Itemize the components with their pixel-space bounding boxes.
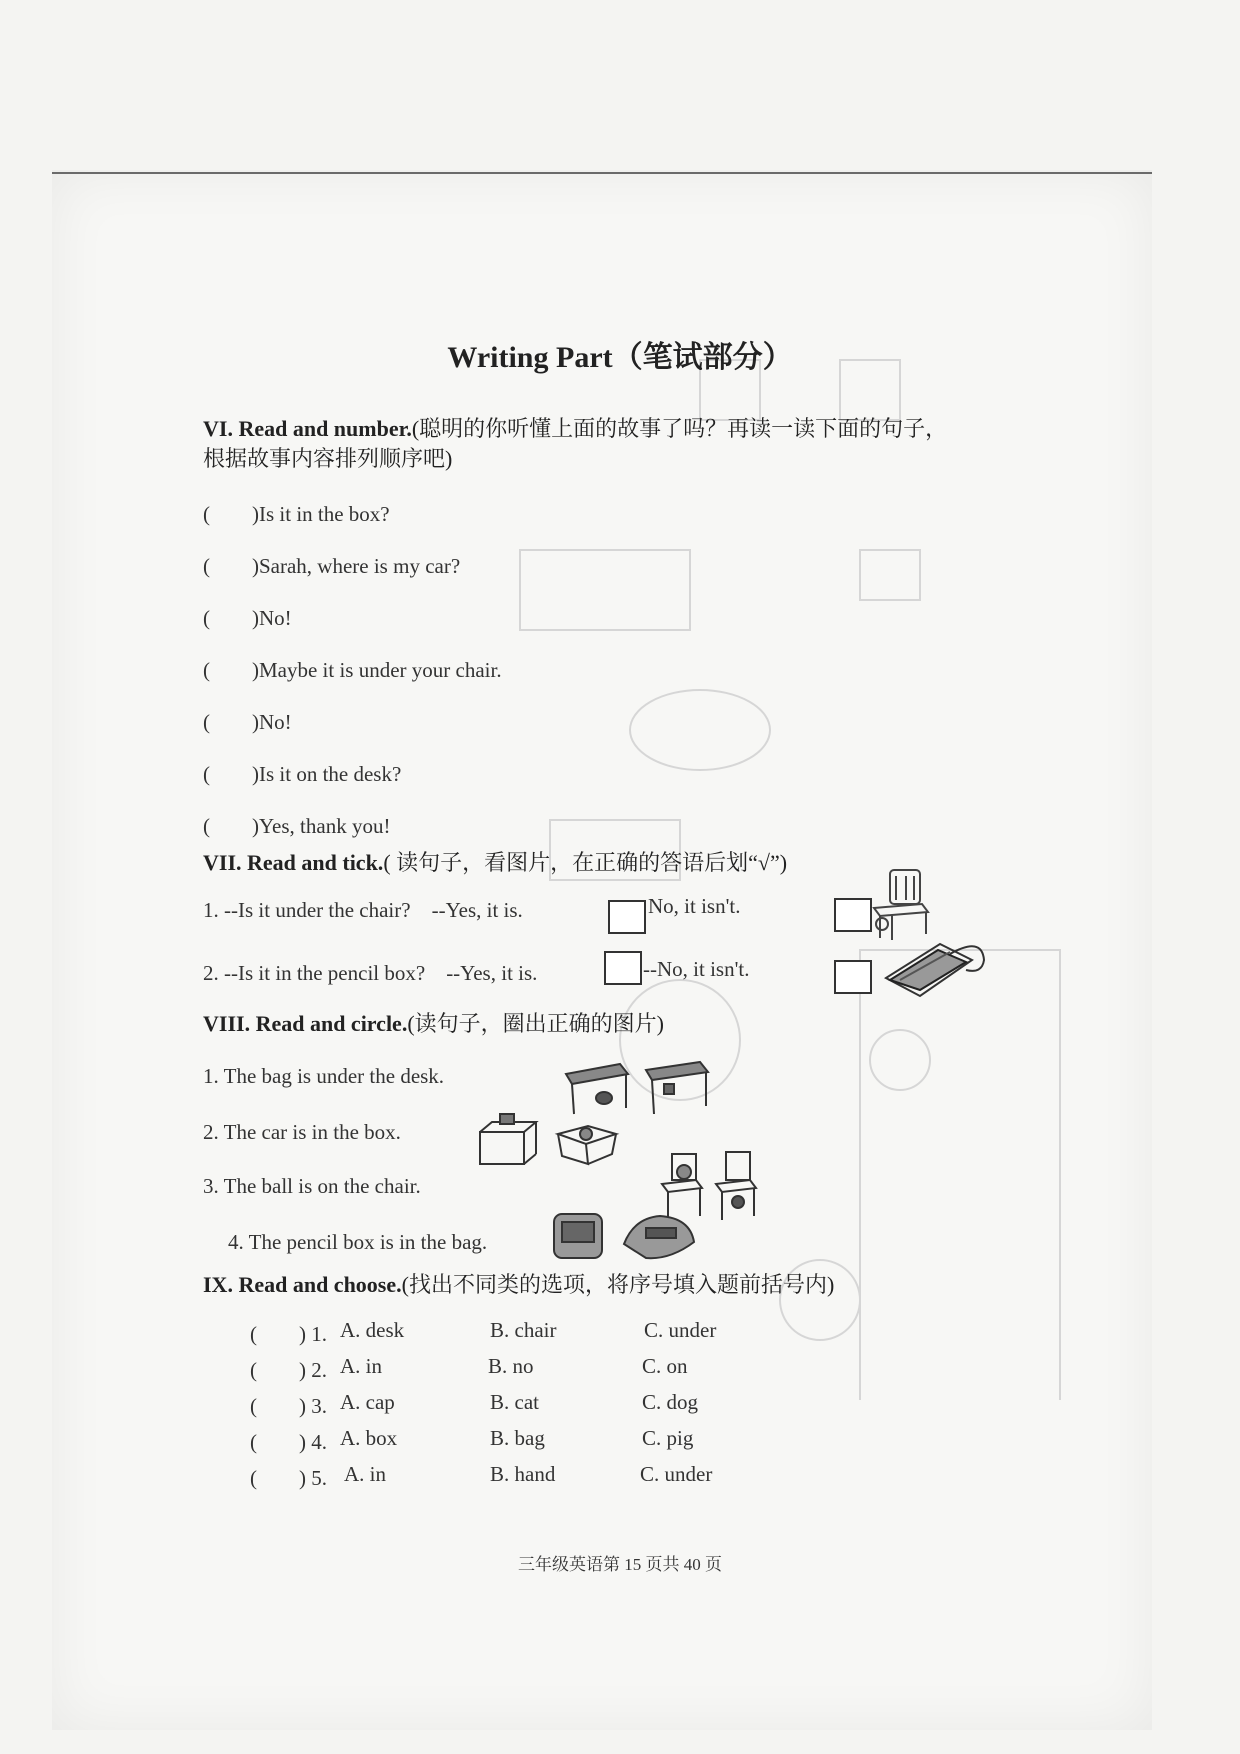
pencil-box-picture — [880, 930, 990, 1006]
s9-row-1-option-c: C. under — [644, 1318, 717, 1342]
s7-q1-no-checkbox[interactable] — [834, 898, 872, 932]
s6-item-4: ( )Maybe it is under your chair. — [203, 658, 502, 682]
page-title: Writing Part（笔试部分） — [447, 341, 793, 374]
section-7-instruction: ( 读句子，看图片，在正确的答语后划“√”) — [383, 850, 788, 875]
s9-row-5-option-c: C. under — [640, 1462, 713, 1486]
s9-row-1-option-b: B. chair — [490, 1318, 557, 1342]
section-6-instruction-line2: 根据故事内容排列顺序吧) — [203, 446, 453, 471]
s8-item-3: 3. The ball is on the chair. — [203, 1174, 421, 1198]
section-9-instruction: (找出不同类的选项，将序号填入题前括号内) — [401, 1272, 835, 1297]
s9-row-3-number: ( ) 3. — [250, 1394, 327, 1418]
section-6-instruction-cont — [203, 442, 452, 473]
s6-item-7: ( )Yes, thank you! — [203, 814, 391, 838]
s9-row-4-option-a: A. box — [340, 1426, 398, 1450]
section-8-instruction: (读句子，圈出正确的图片) — [407, 1011, 664, 1036]
s7-q1-no-answer: No, it isn't. — [648, 894, 741, 918]
s6-item-1: ( )Is it in the box? — [203, 502, 390, 526]
s9-row-1-number: ( ) 1. — [250, 1322, 327, 1346]
s9-row-3-option-a: A. cap — [340, 1390, 395, 1414]
s9-row-1-option-a: A. desk — [340, 1318, 405, 1342]
s7-q2-yes-checkbox[interactable] — [604, 951, 642, 985]
s9-row-2-option-c: C. on — [642, 1354, 688, 1378]
s6-item-3: ( )No! — [203, 606, 292, 630]
section-9-title: IX. Read and choose. — [203, 1272, 402, 1297]
section-8-heading — [203, 1007, 664, 1038]
s9-row-4-option-b: B. bag — [490, 1426, 545, 1450]
s9-row-5-number: ( ) 5. — [250, 1466, 327, 1490]
s6-item-5: ( )No! — [203, 710, 292, 734]
section-8-title: VIII. Read and circle. — [203, 1011, 408, 1036]
desk-pictures — [560, 1058, 710, 1120]
s8-item-2: 2. The car is in the box. — [203, 1120, 401, 1144]
s7-question-1: 1. --Is it under the chair? --Yes, it is. — [203, 898, 523, 922]
section-7-heading — [203, 846, 787, 877]
section-9-heading — [203, 1268, 834, 1299]
s9-row-5-option-b: B. hand — [490, 1462, 556, 1486]
s7-q2-no-answer: --No, it isn't. — [643, 957, 750, 981]
s6-item-6: ( )Is it on the desk? — [203, 762, 402, 786]
section-6-heading — [203, 412, 947, 443]
s9-row-2-number: ( ) 2. — [250, 1358, 327, 1382]
s8-item-1: 1. The bag is under the desk. — [203, 1064, 445, 1088]
s7-q2-no-checkbox[interactable] — [834, 960, 872, 994]
s9-row-2-option-b: B. no — [488, 1354, 534, 1378]
s9-row-3-option-b: B. cat — [490, 1390, 539, 1414]
s9-row-2-option-a: A. in — [340, 1354, 382, 1378]
section-7-title: VII. Read and tick. — [203, 850, 384, 875]
s9-row-4-option-c: C. pig — [642, 1426, 694, 1450]
s9-row-5-option-a: A. in — [344, 1462, 386, 1486]
s6-item-2: ( )Sarah, where is my car? — [203, 554, 461, 578]
top-rule — [52, 172, 1152, 174]
s7-q1-yes-checkbox[interactable] — [608, 900, 646, 934]
page-footer: 三年级英语第 15 页共 40 页 — [518, 1555, 722, 1574]
section-6-title: VI. Read and number. — [203, 416, 412, 441]
box-pictures — [476, 1112, 626, 1168]
s7-question-2: 2. --Is it in the pencil box? --Yes, it is. — [203, 961, 538, 985]
s8-item-4: 4. The pencil box is in the bag. — [228, 1230, 488, 1254]
s9-row-4-number: ( ) 4. — [250, 1430, 327, 1454]
section-6-instruction: (聪明的你听懂上面的故事了吗？再读一读下面的句子， — [411, 416, 948, 441]
bag-pictures — [550, 1204, 700, 1264]
s9-row-3-option-c: C. dog — [642, 1390, 699, 1414]
